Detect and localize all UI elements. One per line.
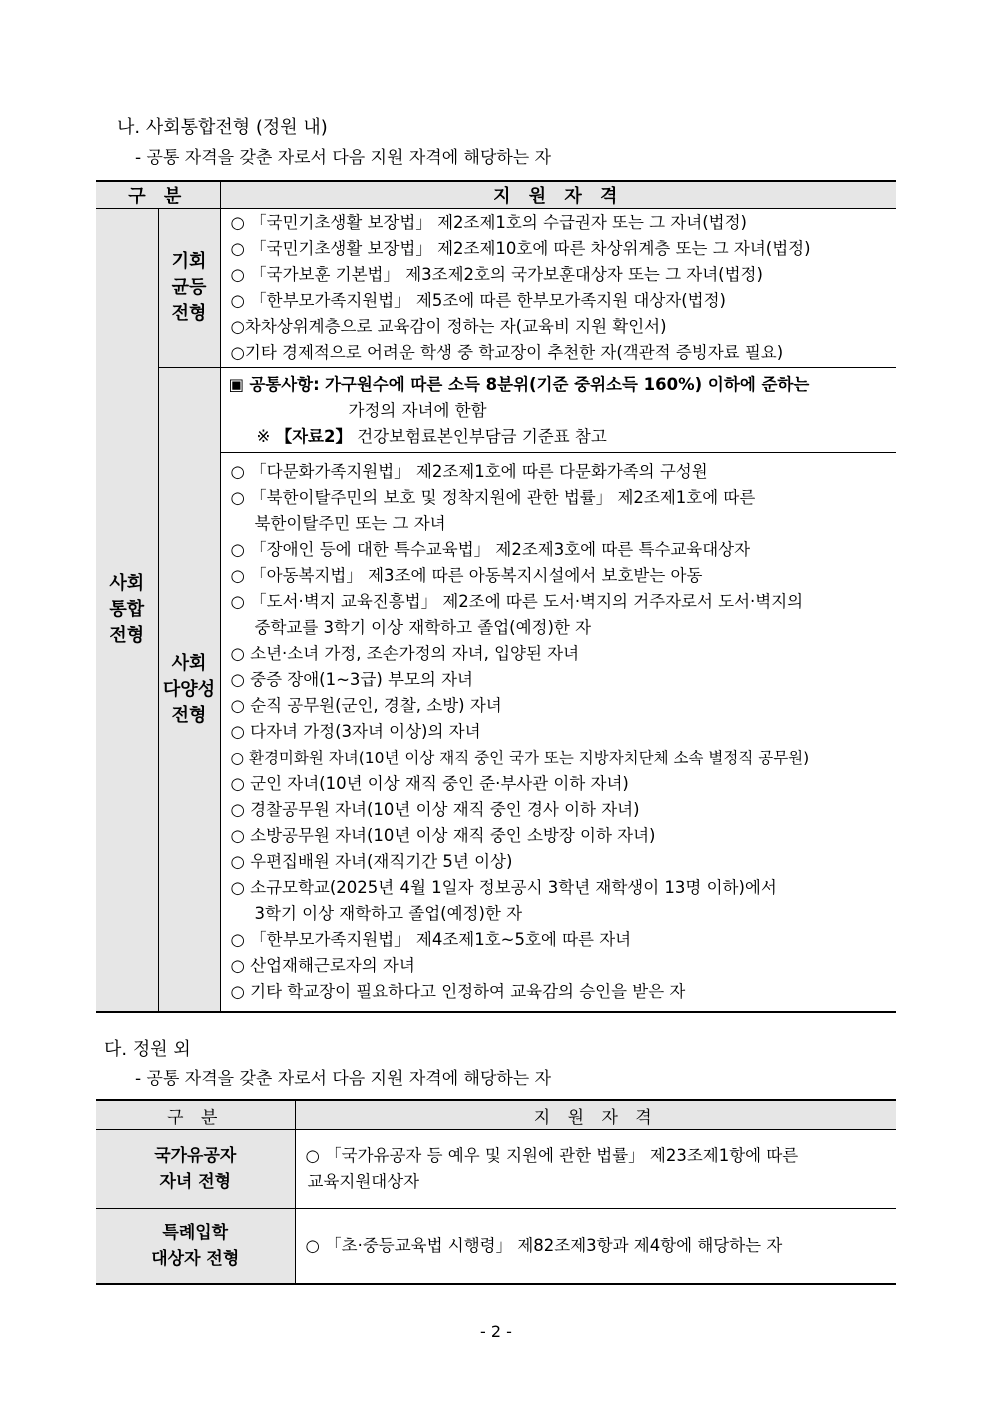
diversity-items [220, 453, 896, 1013]
note-mark: ※ [256, 427, 271, 446]
list-item: ○ 우편집배원 자녀(재직기간 5년 이상) [230, 852, 513, 871]
list-item: ○ 「도서·벽지 교육진흥법」 제2조에 따른 도서·벽지의 거주자로서 도서·벽지의 [230, 592, 804, 611]
opportunity-label: 기회 균등 전형 [158, 209, 220, 368]
list-item: ○ 기타 학교장이 필요하다고 인정하여 교육감의 승인을 받은 자 [230, 982, 686, 1001]
common-marker: ▣ [228, 375, 245, 394]
row-content [295, 1130, 896, 1209]
list-item: ○ 산업재해근로자의 자녀 [230, 956, 415, 975]
header-category: 구 분 [96, 181, 220, 209]
common-label: 공통사항: [249, 375, 320, 394]
table-header-row [96, 1100, 896, 1130]
section-da-subheading: - 공통 자격을 갖춘 자로서 다음 지원 자격에 해당하는 자 [135, 1069, 552, 1089]
diversity-label: 사회 다양성 전형 [158, 368, 220, 1013]
list-item-continued: 중학교를 3학기 이상 재학하고 졸업(예정)한 자 [254, 618, 592, 637]
list-item: ○ 소규모학교(2025년 4월 1일자 정보공시 3학년 재학생이 13명 이하)에서 [230, 878, 777, 897]
list-item: ○ 「북한이탈주민의 보호 및 정착지원에 관한 법률」 제2조제1호에 따른 [230, 488, 756, 507]
list-item: ○ 「아동복지법」 제3조에 따른 아동복지시설에서 보호받는 아동 [230, 566, 703, 585]
main-category-label: 사회 통합 전형 [96, 209, 158, 1013]
list-item: ○ 경찰공무원 자녀(10년 이상 재직 중인 경사 이하 자녀) [230, 800, 640, 819]
page-number: - 2 - [480, 1322, 512, 1341]
list-item: ○차차상위계층으로 교육감이 정하는 자(교육비 지원 확인서) [230, 317, 667, 336]
header-qualification: 지 원 자 격 [295, 1100, 896, 1130]
section-na-subheading: - 공통 자격을 갖춘 자로서 다음 지원 자격에 해당하는 자 [135, 148, 552, 168]
social-integration-table [96, 180, 896, 1013]
list-item: ○ 소방공무원 자녀(10년 이상 재직 중인 소방장 이하 자녀) [230, 826, 656, 845]
note-ref: 【자료2】 [275, 427, 352, 446]
list-item: ○ 「다문화가족지원법」 제2조제1호에 따른 다문화가족의 구성원 [230, 462, 708, 481]
list-item: ○ 「국가보훈 기본법」 제3조제2호의 국가보훈대상자 또는 그 자녀(법정) [230, 265, 763, 284]
header-category: 구 분 [96, 1100, 295, 1130]
list-item-continued: 3학기 이상 재학하고 졸업(예정)한 자 [254, 904, 523, 923]
row-line: ○ 「국가유공자 등 예우 및 지원에 관한 법률」 제23조제1항에 따른 [305, 1146, 799, 1165]
outside-quota-table [96, 1099, 896, 1285]
list-item: ○ 중증 장애(1~3급) 부모의 자녀 [230, 670, 473, 689]
list-item: ○ 「한부모가족지원법」 제5조에 따른 한부모가족지원 대상자(법정) [230, 291, 726, 310]
list-item: ○ 「국민기초생활 보장법」 제2조제10호에 따른 차상위계층 또는 그 자녀(법정) [230, 239, 811, 258]
header-qualification: 지 원 자 격 [220, 181, 896, 209]
list-item: ○ 군인 자녀(10년 이상 재직 중인 준·부사관 이하 자녀) [230, 774, 629, 793]
list-item: ○ 「장애인 등에 대한 특수교육법」 제2조제3호에 따른 특수교육대상자 [230, 540, 751, 559]
list-item-continued: 북한이탈주민 또는 그 자녀 [254, 514, 446, 533]
list-item: ○ 「국민기초생활 보장법」 제2조제1호의 수급권자 또는 그 자녀(법정) [230, 213, 747, 232]
row-label: 국가유공자 자녀 전형 [96, 1130, 295, 1209]
table-row [96, 1209, 896, 1285]
list-item: ○ 환경미화원 자녀(10년 이상 재직 중인 국가 또는 지방자치단체 소속 별정직 공무원) [230, 749, 810, 767]
opportunity-items [220, 209, 896, 368]
row-label: 특례입학 대상자 전형 [96, 1209, 295, 1285]
list-item: ○기타 경제적으로 어려운 학생 중 학교장이 추천한 자(객관적 증빙자료 필요) [230, 343, 784, 362]
table-header-row [96, 181, 896, 209]
diversity-common [220, 368, 896, 453]
common-text-1: 가구원수에 따른 소득 8분위(기준 중위소득 160%) 이하에 준하는 [324, 375, 810, 394]
section-na-heading: 나. 사회통합전형 (정원 내) [117, 117, 328, 138]
note-text: 건강보험료본인부담금 기준표 참고 [357, 427, 607, 446]
section-da-heading: 다. 정원 외 [104, 1039, 191, 1060]
list-item: ○ 「한부모가족지원법」 제4조제1호~5호에 따른 자녀 [230, 930, 632, 949]
table-row [96, 1130, 896, 1209]
list-item: ○ 순직 공무원(군인, 경찰, 소방) 자녀 [230, 696, 502, 715]
row-content [295, 1209, 896, 1285]
row-line-continued: 교육지원대상자 [307, 1172, 420, 1191]
list-item: ○ 다자녀 가정(3자녀 이상)의 자녀 [230, 722, 481, 741]
list-item: ○ 소년·소녀 가정, 조손가정의 자녀, 입양된 자녀 [230, 644, 580, 663]
common-text-2: 가정의 자녀에 한함 [348, 401, 487, 420]
row-line: ○ 「초·중등교육법 시행령」 제82조제3항과 제4항에 해당하는 자 [305, 1236, 783, 1255]
